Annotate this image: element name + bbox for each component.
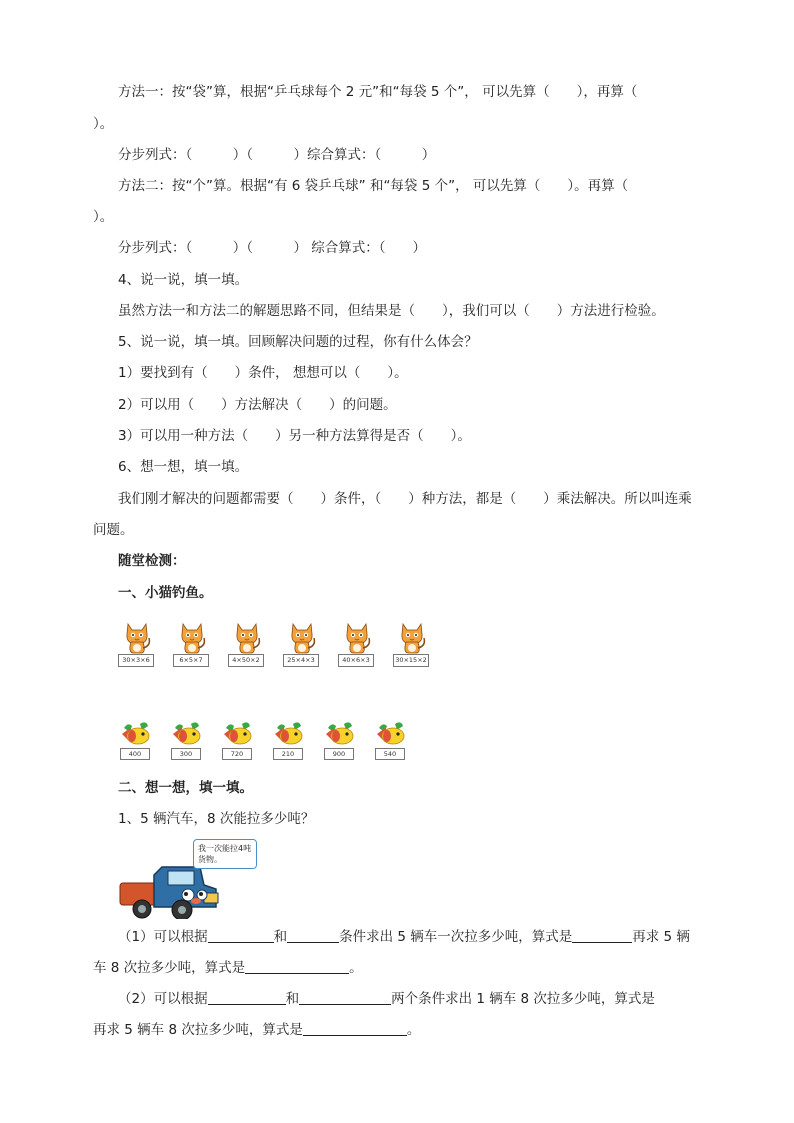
fish-value: 720	[222, 748, 252, 760]
fill-sentence-1-cont	[93, 959, 363, 977]
fish-value: 540	[375, 748, 405, 760]
fill-1-text-c: 条件求出 5 辆车一次拉多少吨，算式是	[339, 929, 573, 945]
fill-1-text-b: 和	[273, 929, 288, 945]
fish-value: 900	[324, 748, 354, 760]
method2-line-cont: ）。	[93, 209, 114, 225]
fill-sentence-1	[118, 928, 690, 946]
blank-1a[interactable]	[208, 928, 274, 943]
question-5-item-1: 1）要找到有（ ）条件， 想想可以（ ）。	[118, 365, 408, 381]
question-5-item-2: 2）可以用（ ）方法解决（ ）的问题。	[118, 397, 397, 413]
question-6-text: 我们刚才解决的问题都需要（ ）条件，（ ）种方法，都是（ ）乘法解决。所以叫连乘	[118, 491, 692, 507]
method1-line: 方法一：按“袋”算，根据“乒乓球每个 2 元”和“每袋 5 个”， 可以先算（ ），再算（	[118, 84, 638, 100]
fill-2-text-a: （2）可以根据	[118, 991, 208, 1007]
cat-expression: 4×50×2	[228, 654, 264, 667]
fill-sentence-2-cont	[93, 1021, 420, 1039]
cat-expression: 30×15×2	[393, 654, 429, 667]
blank-2c[interactable]	[303, 1021, 407, 1036]
question-6-text-cont: 问题。	[93, 522, 134, 538]
method1-steps: 分步列式：（ ）（ ）综合算式：（ ）	[118, 147, 436, 163]
fill-1-text-e: 车 8 次拉多少吨，算式是	[93, 960, 246, 976]
fish-icon	[222, 720, 254, 750]
method1-line-cont: ）。	[93, 116, 114, 132]
blank-1b[interactable]	[287, 928, 339, 943]
section-heading-think-fill: 二、想一想，填一填。	[118, 780, 253, 796]
blank-1d[interactable]	[245, 959, 349, 974]
question-5-item-3: 3）可以用一种方法（ ）另一种方法算得是否（ ）。	[118, 428, 471, 444]
fish-icon	[375, 720, 407, 750]
cat-expression: 6×5×7	[173, 654, 209, 667]
method2-line: 方法二：按“个”算。根据“有 6 袋乒乓球” 和“每袋 5 个”， 可以先算（ ）。再算（	[118, 178, 629, 194]
fill-1-text-d: 再求 5 辆	[632, 929, 690, 945]
section-heading-cat-fishing: 一、小猫钓鱼。	[118, 585, 213, 601]
question-4: 4、说一说，填一填。	[118, 272, 249, 288]
truck-illustration	[118, 837, 258, 919]
question-4-text: 虽然方法一和方法二的解题思路不同，但结果是（ ），我们可以（ ）方法进行检验。	[118, 303, 665, 319]
fill-2-text-d: 再求 5 辆车 8 次拉多少吨，算式是	[93, 1022, 303, 1038]
fill-1-text-a: （1）可以根据	[118, 929, 208, 945]
blank-2b[interactable]	[299, 990, 391, 1005]
fish-value: 210	[273, 748, 303, 760]
question-6: 6、想一想，填一填。	[118, 459, 249, 475]
fill-2-text-c: 两个条件求出 1 辆车 8 次拉多少吨，算式是	[391, 991, 655, 1007]
fill-2-text-e: 。	[406, 1022, 421, 1038]
cat-icon	[287, 620, 317, 654]
section-heading-quiz: 随堂检测：	[118, 553, 186, 569]
blank-1c[interactable]	[572, 928, 632, 943]
question-5: 5、说一说，填一填。回顾解决问题的过程，你有什么体会？	[118, 334, 478, 350]
fill-1-text-f: 。	[349, 960, 363, 976]
fill-2-text-b: 和	[285, 991, 300, 1007]
cat-icon	[397, 620, 427, 654]
fish-icon	[324, 720, 356, 750]
cat-expression: 40×6×3	[338, 654, 374, 667]
fish-value: 300	[171, 748, 201, 760]
fish-value: 400	[120, 748, 150, 760]
cat-icon	[122, 620, 152, 654]
cat-icon	[232, 620, 262, 654]
cat-icon	[177, 620, 207, 654]
fish-icon	[273, 720, 305, 750]
cat-expression: 30×3×6	[118, 654, 154, 667]
method2-steps: 分步列式：（ ）（ ） 综合算式：（ ）	[118, 240, 427, 256]
cat-expression: 25×4×3	[283, 654, 319, 667]
problem-1: 1、5 辆汽车，8 次能拉多少吨？	[118, 811, 315, 827]
fish-icon	[120, 720, 152, 750]
blank-2a[interactable]	[208, 990, 286, 1005]
cat-icon	[342, 620, 372, 654]
fill-sentence-2	[118, 990, 655, 1008]
speech-bubble: 我一次能拉4吨货物。	[193, 839, 257, 869]
fish-icon	[171, 720, 203, 750]
